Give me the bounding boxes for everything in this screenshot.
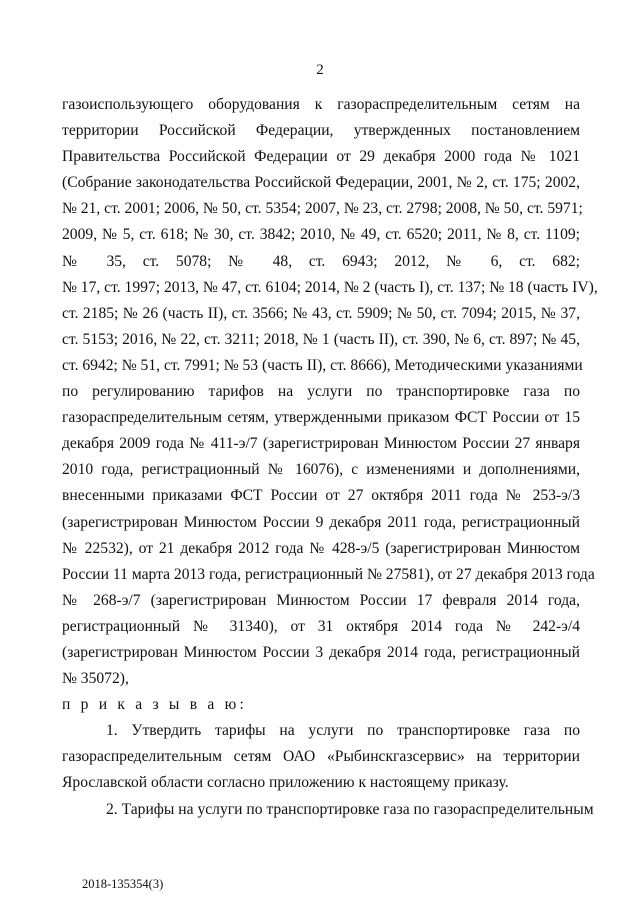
text-line: регистрационный № 31340), от 31 октября 2014 года № 242-э/4	[62, 617, 580, 635]
text-line: газораспределительным сетям, утвержденными приказом ФСТ России от 15	[62, 409, 580, 427]
document-body	[62, 92, 598, 823]
text-line: ст. 2185; № 26 (часть II), ст. 3566; № 43, ст. 5909; № 50, ст. 7094; 2015, № 37,	[62, 304, 580, 322]
text-line: 2010 года, регистрационный № 16076), с изменениями и дополнениями,	[62, 461, 580, 479]
text-line: (Собрание законодательства Российской Федерации, 2001, № 2, ст. 175; 2002,	[62, 174, 580, 192]
text-line: ст. 5153; 2016, № 22, ст. 3211; 2018, № 1 (часть II), ст. 390, № 6, ст. 897; № 45,	[62, 330, 580, 348]
text-line: № 21, ст. 2001; 2006, № 50, ст. 5354; 2007, № 23, ст. 2798; 2008, № 50, ст. 5971;	[62, 200, 583, 218]
text-line: декабря 2009 года № 411-э/7 (зарегистрирован Минюстом России 27 января	[62, 435, 580, 453]
text-line: Правительства Российской Федерации от 29 декабря 2000 года № 1021	[62, 148, 580, 166]
text-line: 2. Тарифы на услуги по транспортировке газа по газораспределительным	[106, 800, 594, 818]
text-line: № 17, ст. 1997; 2013, № 47, ст. 6104; 2014, № 2 (часть I), ст. 137; № 18 (часть IV),	[62, 278, 598, 296]
text-line: газоиспользующего оборудования к газораспределительным сетям на	[62, 96, 580, 113]
text-line: (зарегистрирован Минюстом России 9 декабря 2011 года, регистрационный	[62, 513, 580, 531]
paragraph-legal-basis	[62, 92, 598, 692]
text-line: газораспределительным сетям ОАО «Рыбинскгазсервис» на территории	[62, 748, 580, 766]
text-line: № 268-э/7 (зарегистрирован Минюстом России 17 февраля 2014 года,	[62, 591, 580, 609]
text-line: территории Российской Федерации, утвержденных постановлением	[62, 122, 580, 140]
text-line: Ярославской области согласно приложению к настоящему приказу.	[62, 774, 509, 792]
item-1	[62, 718, 580, 796]
text-line: 2009, № 5, ст. 618; № 30, ст. 3842; 2010, № 49, ст. 6520; 2011, № 8, ст. 1109;	[62, 226, 580, 244]
document-code: 2018-135354(3)	[82, 877, 164, 891]
text-line: (зарегистрирован Минюстом России 3 декабря 2014 года, регистрационный	[62, 643, 580, 661]
text-line: № 35072),	[62, 670, 129, 688]
text-line: по регулированию тарифов на услуги по транспортировке газа по	[62, 383, 580, 401]
order-word: п р и к а з ы в а ю:	[62, 696, 247, 714]
text-line: внесенными приказами ФСТ России от 27 октября 2011 года № 253-э/3	[62, 487, 580, 505]
item-2	[62, 797, 594, 823]
text-line: № 22532), от 21 декабря 2012 года № 428-э/5 (зарегистрирован Минюстом	[62, 539, 580, 557]
text-line: России 11 марта 2013 года, регистрационный № 27581), от 27 декабря 2013 года	[62, 565, 595, 583]
text-line: 1. Утвердить тарифы на услуги по транспортировке газа по	[106, 722, 580, 740]
text-line: № 35, ст. 5078; № 48, ст. 6943; 2012, № 6, ст. 682;	[62, 252, 580, 270]
text-line: ст. 6942; № 51, ст. 7991; № 53 (часть II), ст. 8666), Методическими указаниями	[62, 356, 583, 374]
page-number: 2	[316, 62, 324, 78]
